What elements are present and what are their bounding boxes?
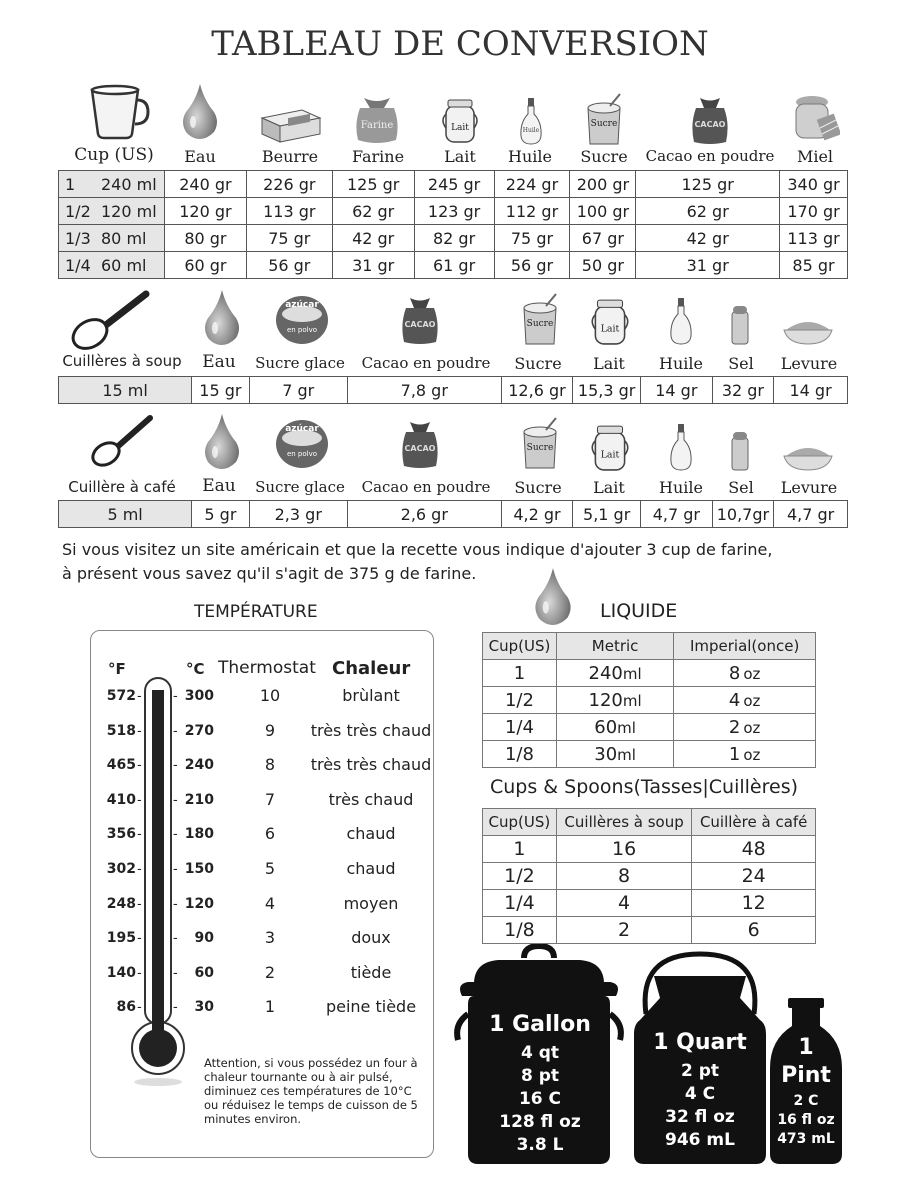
cup-value-cell: 61 gr (414, 252, 494, 279)
cup-value-cell: 80 gr (164, 225, 246, 252)
cups-spoons-cell: 24 (692, 863, 816, 890)
cup-ml: 120 ml (101, 201, 157, 221)
cups-spoons-table (482, 808, 816, 944)
heat-description: très très chaud (310, 720, 432, 740)
cocoa-bag-icon (688, 94, 732, 146)
svg-text:CACAO: CACAO (404, 320, 436, 329)
pint-equivalents (768, 1092, 844, 1149)
cups-spoons-cell: 4 (556, 890, 692, 917)
cup-value-cell: 75 gr (246, 225, 332, 252)
cup-value-cell: 113 gr (780, 225, 848, 252)
cup-value-cell: 170 gr (780, 198, 848, 225)
imperial-unit: oz (743, 664, 761, 683)
cup-value-cell: 340 gr (780, 171, 848, 198)
cup-table (58, 170, 848, 279)
cup-value-cell: 226 gr (246, 171, 332, 198)
tick-mark: - (137, 689, 142, 704)
gallon-equivalent: 16 C (518, 1089, 562, 1109)
svg-text:Farine: Farine (360, 120, 394, 131)
liquide-row (483, 741, 816, 768)
temp-fahrenheit: 356 (106, 826, 136, 843)
tick-mark: - (137, 862, 142, 877)
liquide-table (482, 632, 816, 768)
cups-spoons-cell: 2 (556, 917, 692, 944)
cafe-value-cell: 5 ml (59, 501, 192, 528)
soup-value-cell: 15 gr (192, 377, 249, 404)
header-cafe-cacao: Cacao en poudre (361, 478, 491, 496)
col-chaleur: Chaleur (332, 658, 411, 679)
cafe-value-cell: 2,3 gr (249, 501, 347, 528)
cup-value-cell: 112 gr (494, 198, 570, 225)
header-soup-levure: Levure (780, 354, 838, 373)
liquide-header-cell: Metric (556, 633, 673, 660)
tick-mark: - (137, 931, 142, 947)
liquide-heading: LIQUIDE (600, 600, 678, 622)
soup-value-cell: 14 gr (640, 377, 712, 404)
header-cup-us: Cup (US) (74, 145, 154, 165)
tick-mark: - (137, 1000, 142, 1016)
cup-measure-cell (59, 171, 165, 198)
soup-value-cell: 32 gr (712, 377, 773, 404)
liquide-imperial (674, 687, 816, 714)
note-text (62, 538, 772, 586)
heat-description: tiède (350, 962, 392, 982)
soup-value-cell: 14 gr (774, 377, 848, 404)
milk-jar-icon (588, 298, 632, 346)
cup-value-cell: 245 gr (414, 171, 494, 198)
temp-fahrenheit: 195 (106, 930, 136, 947)
liquide-row (483, 660, 816, 687)
cups-spoons-row (483, 917, 816, 944)
cafe-value-cell: 10,7gr (712, 501, 773, 528)
col-fahrenheit: °F (108, 660, 126, 678)
cup-value-cell: 224 gr (494, 171, 570, 198)
tick-mark: - (173, 758, 178, 774)
pint-title-number: 1 (798, 1035, 814, 1060)
page-title: TABLEAU DE CONVERSION (211, 24, 709, 64)
temp-fahrenheit: 465 (106, 757, 136, 774)
quart-equivalent: 2 pt (680, 1061, 720, 1081)
imperial-value: 1 (728, 743, 741, 765)
tick-mark: - (137, 758, 142, 774)
cup-value-cell: 62 gr (332, 198, 414, 225)
oil-bottle-icon (518, 96, 544, 146)
sugar-box-icon (584, 92, 624, 146)
pint-equivalent: 16 fl oz (777, 1112, 835, 1128)
cups-spoons-header-row (483, 809, 816, 836)
temp-celsius: 150 (184, 861, 214, 877)
liquide-header-cell: Cup(US) (483, 633, 557, 660)
col-thermostat: Thermostat (218, 658, 316, 678)
liquide-metric (556, 687, 673, 714)
cup-value-cell: 113 gr (246, 198, 332, 225)
cup-value-cell: 120 gr (164, 198, 246, 225)
temp-celsius: 90 (194, 930, 214, 947)
temp-celsius: 270 (184, 722, 214, 739)
temp-fahrenheit: 518 (106, 722, 136, 739)
liquide-metric (556, 660, 673, 687)
header-soup-spoon: Cuillères à soup (62, 352, 182, 370)
liquide-cup: 1 (483, 660, 557, 687)
header-huile: Huile (508, 147, 552, 166)
liquide-metric (556, 714, 673, 741)
cups-spoons-cell: 1 (483, 836, 557, 863)
col-celsius: °C (186, 660, 205, 678)
thermostat-level: 1 (264, 997, 276, 1017)
cafe-value-cell: 5,1 gr (573, 501, 641, 528)
cups-spoons-row (483, 863, 816, 890)
cup-table-row (59, 171, 848, 198)
gallon-equivalent: 4 qt (520, 1043, 560, 1063)
thermostat-level: 10 (259, 686, 281, 705)
heat-description: moyen (343, 893, 399, 913)
milk-jar-icon (440, 98, 480, 144)
cup-icon (86, 84, 152, 142)
header-cafe-sucre-glace: Sucre glace (255, 478, 345, 496)
cup-measure-cell (59, 225, 165, 252)
water-drop-icon (532, 566, 574, 626)
heat-description: chaud (346, 824, 396, 844)
tick-mark: - (137, 965, 142, 981)
temp-celsius: 210 (184, 791, 214, 808)
header-soup-huile: Huile (659, 354, 703, 373)
cups-spoons-cell: 48 (692, 836, 816, 863)
pint-equivalent: 2 C (793, 1093, 819, 1109)
thermostat-level: 9 (264, 720, 276, 740)
milk-jar-icon (588, 424, 632, 472)
cup-value-cell: 85 gr (780, 252, 848, 279)
heat-description: très chaud (328, 789, 414, 809)
svg-text:Sucre: Sucre (526, 319, 554, 329)
liquide-metric (556, 741, 673, 768)
tick-mark: - (173, 931, 178, 947)
cups-spoons-header-cell: Cuillères à soup (556, 809, 692, 836)
cups-spoons-cell: 1/2 (483, 863, 557, 890)
gallon-equivalents (470, 1042, 610, 1157)
thermostat-level: 4 (264, 893, 276, 913)
cups-spoons-cell: 16 (556, 836, 692, 863)
cup-value-cell: 82 gr (414, 225, 494, 252)
cafe-value-cell: 4,7 gr (640, 501, 712, 528)
header-cafe-sel: Sel (728, 478, 754, 497)
note-line-1: Si vous visitez un site américain et que la recette vous indique d'ajouter 3 cup de farine, (62, 540, 773, 559)
imperial-value: 8 (728, 662, 741, 684)
cup-value-cell: 50 gr (570, 252, 636, 279)
soup-value-cell: 7,8 gr (347, 377, 501, 404)
svg-text:CACAO: CACAO (694, 120, 726, 129)
cups-spoons-cell: 1/4 (483, 890, 557, 917)
liquide-cup: 1/8 (483, 741, 557, 768)
thermostat-level: 2 (264, 962, 276, 982)
tablespoon-icon (66, 290, 152, 352)
imperial-unit: oz (743, 745, 761, 764)
yeast-bowl-icon (782, 316, 834, 346)
imperial-unit: oz (743, 718, 761, 737)
header-soup-sucre: Sucre (514, 354, 562, 373)
svg-text:Sucre: Sucre (526, 443, 554, 453)
tick-mark: - (173, 723, 178, 739)
temp-celsius: 60 (194, 964, 214, 981)
cup-value-cell: 56 gr (246, 252, 332, 279)
cups-spoons-row (483, 890, 816, 917)
metric-unit: ml (617, 745, 636, 764)
gallon-title: 1 Gallon (489, 1012, 591, 1037)
cup-value-cell: 125 gr (332, 171, 414, 198)
quart-equivalent: 32 fl oz (665, 1107, 735, 1127)
header-soup-cacao: Cacao en poudre (361, 354, 491, 372)
tick-mark: - (173, 792, 178, 808)
cafe-value-cell: 2,6 gr (347, 501, 501, 528)
cups-spoons-cell: 12 (692, 890, 816, 917)
tick-mark: - (137, 792, 142, 808)
header-beurre: Beurre (261, 147, 319, 166)
tick-mark: - (137, 723, 142, 739)
cups-spoons-heading: Cups & Spoons(Tasses|Cuillères) (490, 776, 799, 798)
cafe-value-cell: 5 gr (192, 501, 249, 528)
cups-spoons-row (483, 836, 816, 863)
cup-value-cell: 56 gr (494, 252, 570, 279)
metric-value: 240 (588, 662, 623, 684)
svg-text:CACAO: CACAO (404, 444, 436, 453)
cup-value-cell: 31 gr (636, 252, 780, 279)
note-line-2: à présent vous savez qu'il s'agit de 375 g de farine. (62, 564, 477, 583)
cup-value-cell: 125 gr (636, 171, 780, 198)
cup-value-cell: 31 gr (332, 252, 414, 279)
salt-shaker-icon (728, 430, 752, 472)
temp-fahrenheit: 572 (106, 688, 136, 704)
liquide-header-cell: Imperial(once) (674, 633, 816, 660)
svg-text:Sucre: Sucre (590, 119, 618, 129)
cups-spoons-cell: 8 (556, 863, 692, 890)
cup-value-cell: 67 gr (570, 225, 636, 252)
honey-jar-icon (790, 90, 840, 144)
cocoa-bag-icon (398, 294, 442, 346)
svg-text:Lait: Lait (600, 449, 620, 461)
metric-value: 30 (594, 743, 618, 765)
cup-table-row (59, 252, 848, 279)
liquide-row (483, 687, 816, 714)
svg-text:azúcar: azúcar (285, 424, 319, 434)
cup-measure-cell (59, 198, 165, 225)
cup-value-cell: 42 gr (332, 225, 414, 252)
pint-equivalent: 473 mL (777, 1131, 835, 1147)
temp-celsius: 300 (184, 688, 214, 704)
cup-fraction: 1/3 (65, 228, 91, 248)
header-cafe-sucre: Sucre (514, 478, 562, 497)
cup-fraction: 1/4 (65, 255, 91, 275)
temp-fahrenheit: 410 (106, 791, 136, 808)
soup-value-cell: 15,3 gr (573, 377, 641, 404)
cafe-table (58, 500, 848, 528)
header-eau: Eau (184, 147, 216, 166)
imperial-value: 4 (728, 689, 741, 711)
gallon-equivalent: 128 fl oz (499, 1112, 581, 1132)
gallon-equivalent: 3.8 L (516, 1135, 564, 1155)
flour-bag-icon (350, 94, 404, 146)
cup-fraction: 1/2 (65, 201, 91, 221)
temp-celsius: 240 (184, 757, 214, 774)
header-soup-lait: Lait (593, 354, 625, 373)
liquide-imperial (674, 741, 816, 768)
svg-text:Huile: Huile (522, 127, 540, 134)
soup-value-cell: 15 ml (59, 377, 192, 404)
heat-description: très très chaud (310, 755, 432, 775)
header-cafe-eau: Eau (202, 476, 236, 496)
cup-value-cell: 200 gr (570, 171, 636, 198)
water-drop-icon (202, 412, 242, 470)
header-lait: Lait (444, 147, 476, 166)
cup-value-cell: 240 gr (164, 171, 246, 198)
thermostat-level: 6 (264, 824, 276, 844)
svg-text:en polvo: en polvo (286, 450, 318, 458)
cup-value-cell: 75 gr (494, 225, 570, 252)
water-drop-icon (180, 82, 220, 140)
metric-unit: ml (617, 718, 636, 737)
cup-ml: 80 ml (101, 228, 147, 248)
pint-title (772, 1034, 840, 1090)
cup-value-cell: 42 gr (636, 225, 780, 252)
temp-fahrenheit: 140 (106, 964, 136, 981)
header-soup-sel: Sel (728, 354, 754, 373)
liquide-cup: 1/2 (483, 687, 557, 714)
cup-value-cell: 100 gr (570, 198, 636, 225)
temp-celsius: 30 (194, 999, 214, 1016)
cups-spoons-cell: 6 (692, 917, 816, 944)
tick-mark: - (173, 689, 178, 704)
temp-celsius: 180 (184, 826, 214, 843)
heat-description: doux (351, 928, 391, 948)
cafe-value-cell: 4,7 gr (774, 501, 848, 528)
thermostat-level: 3 (264, 928, 276, 948)
soup-value-cell: 7 gr (249, 377, 347, 404)
quart-equivalents (640, 1060, 760, 1152)
icing-sugar-bowl-icon (274, 292, 330, 346)
header-farine: Farine (351, 147, 405, 166)
teaspoon-icon (88, 414, 154, 470)
metric-value: 120 (588, 689, 623, 711)
oil-bottle-icon (668, 422, 694, 472)
pint-title-word: Pint (781, 1063, 831, 1088)
svg-text:azúcar: azúcar (285, 300, 319, 310)
cocoa-bag-icon (398, 418, 442, 470)
cup-ml: 60 ml (101, 255, 147, 275)
quart-equivalent: 4 C (684, 1084, 716, 1104)
cafe-value-cell: 4,2 gr (501, 501, 573, 528)
tick-mark: - (137, 827, 142, 843)
cup-value-cell: 62 gr (636, 198, 780, 225)
cup-value-cell: 60 gr (164, 252, 246, 279)
metric-unit: ml (622, 691, 642, 710)
soup-table-row (59, 377, 848, 404)
cup-ml: 240 ml (101, 174, 157, 194)
tick-mark: - (173, 896, 178, 912)
tick-mark: - (173, 862, 178, 877)
liquide-imperial (674, 714, 816, 741)
cups-spoons-header-cell: Cuillère à café (692, 809, 816, 836)
sugar-box-icon (520, 416, 560, 470)
thermostat-level: 5 (264, 859, 276, 878)
gallon-equivalent: 8 pt (520, 1066, 560, 1086)
liquide-imperial (674, 660, 816, 687)
temp-celsius: 120 (184, 895, 214, 912)
cup-table-row (59, 198, 848, 225)
butter-icon (258, 104, 322, 144)
header-miel: Miel (796, 147, 834, 166)
cups-spoons-cell: 1/8 (483, 917, 557, 944)
tick-mark: - (173, 827, 178, 843)
sugar-box-icon (520, 292, 560, 346)
imperial-value: 2 (728, 716, 741, 738)
cup-fraction: 1 (65, 174, 76, 194)
header-cafe-levure: Levure (780, 478, 838, 497)
temp-fahrenheit: 302 (106, 861, 136, 877)
header-cafe-spoon: Cuillère à café (68, 478, 176, 496)
attention-note: Attention, si vous possédez un four à chaleur tournante ou à air pulsé, diminuez ces températures de 10°C ou réduisez le temps de cuisson de 5 minutes environ. (204, 1056, 418, 1126)
tick-mark: - (173, 965, 178, 981)
cafe-table-row (59, 501, 848, 528)
header-cafe-lait: Lait (593, 478, 625, 497)
thermostat-level: 8 (264, 755, 276, 775)
svg-text:Lait: Lait (600, 323, 620, 335)
tick-mark: - (173, 1000, 178, 1016)
thermostat-level: 7 (264, 789, 276, 809)
oil-bottle-icon (668, 296, 694, 346)
cup-measure-cell (59, 252, 165, 279)
temp-fahrenheit: 86 (116, 999, 136, 1016)
metric-unit: ml (622, 664, 642, 683)
quart-equivalent: 946 mL (665, 1130, 735, 1150)
header-soup-eau: Eau (202, 352, 236, 372)
metric-value: 60 (594, 716, 618, 738)
svg-text:en polvo: en polvo (286, 326, 318, 334)
heat-description: peine tiède (325, 997, 417, 1017)
temperature-heading: TEMPÉRATURE (194, 602, 318, 622)
cup-value-cell: 123 gr (414, 198, 494, 225)
cup-table-row (59, 225, 848, 252)
heat-description: brùlant (342, 686, 400, 705)
tick-mark: - (137, 896, 142, 912)
quart-title: 1 Quart (653, 1030, 747, 1055)
liquide-row (483, 714, 816, 741)
cups-spoons-header-cell: Cup(US) (483, 809, 557, 836)
svg-text:Lait: Lait (451, 123, 469, 133)
header-soup-sucre-glace: Sucre glace (255, 354, 345, 372)
salt-shaker-icon (728, 304, 752, 346)
soup-table (58, 376, 848, 404)
imperial-unit: oz (743, 691, 761, 710)
liquide-header-row (483, 633, 816, 660)
liquide-cup: 1/4 (483, 714, 557, 741)
soup-value-cell: 12,6 gr (501, 377, 573, 404)
header-cafe-huile: Huile (659, 478, 703, 497)
icing-sugar-bowl-icon (274, 416, 330, 470)
heat-description: chaud (346, 859, 396, 878)
water-drop-icon (202, 288, 242, 346)
temp-fahrenheit: 248 (106, 895, 136, 912)
header-cacao: Cacao en poudre (645, 147, 775, 165)
yeast-bowl-icon (782, 442, 834, 472)
header-sucre: Sucre (580, 147, 628, 166)
